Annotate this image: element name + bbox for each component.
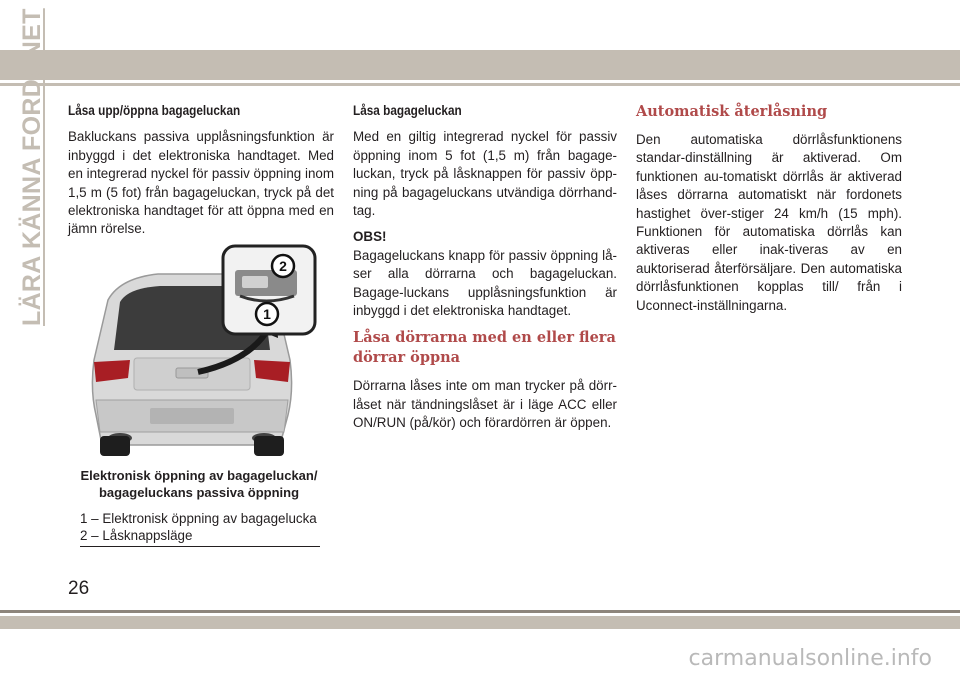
liftgate-figure	[80, 240, 318, 462]
paragraph-unlock-liftgate: Bakluckans passiva upplåsningsfunktion är inbyggd i det elektroniska handtaget. Med en integrerad nyckel för passiv öppning inom 1,5 m (5 fot) från bagageluckan, tryck på det elektroniska handtaget för att öppna med en jämn rörelse.	[68, 129, 334, 237]
callout-2: 2	[279, 258, 287, 274]
legend-item-1: 1 – Elektronisk öppning av bagagelucka	[80, 511, 317, 526]
header-band	[0, 50, 960, 80]
note-label: OBS!	[353, 229, 387, 245]
column-2	[353, 102, 617, 441]
watermark-text: carmanualsonline.info	[688, 646, 932, 671]
legend-item-2: 2 – Låsknappsläge	[80, 528, 193, 543]
figure-caption: Elektronisk öppning av bagageluckan/ bagageluckans passiva öppning	[80, 468, 318, 500]
header-rule	[0, 83, 960, 86]
heading-lock-liftgate: Låsa bagageluckan	[353, 103, 462, 118]
paragraph-lock-liftgate: Med en giltig integrerad nyckel för passiv öppning inom 5 fot (1,5 m) från bagage-luckan, tryck på låsknappen för passiv öpp-ning på bagageluckans utvändiga dörrhand-tag.	[353, 129, 617, 219]
callout-1: 1	[263, 306, 271, 322]
footer-band	[0, 616, 960, 629]
legend-rule	[80, 546, 320, 547]
footer-rule	[0, 610, 960, 613]
figure-legend	[80, 510, 318, 544]
paragraph-auto-relock: Den automatiska dörrlåsfunktionens standar-dinställning är aktiverad. Om funktionen au-tomatiskt dörrlås är aktiverad låses dörrarna automatiskt när fordonets hastighet över-stiger 24 km/h (15 mph). Funktionen för automatiska dörrlås kan aktiveras eller inak-tiveras av en auktoriserad återförsäljare. Den automatiska dörrlåsfunktionen kopplas till/ från i Uconnect-inställningarna.	[636, 132, 902, 313]
column-1	[68, 102, 334, 247]
liftgate-illustration	[80, 240, 318, 462]
heading-lock-doors-open: Låsa dörrarna med en eller flera dörrar öppna	[353, 329, 616, 367]
section-side-tab: LÄRA KÄNNA FORDONET	[18, 8, 46, 326]
column-3	[636, 102, 902, 323]
heading-auto-relock: Automatisk återlåsning	[636, 103, 828, 120]
heading-unlock-liftgate: Låsa upp/öppna bagageluckan	[68, 103, 241, 118]
note-text: Bagageluckans knapp för passiv öppning lå-ser alla dörrarna och bagageluckan. Bagage-luckans upplåsningsfunktion är inbyggd i det elektroniska handtaget.	[353, 247, 617, 319]
page-number: 26	[68, 578, 90, 599]
paragraph-lock-doors-open: Dörrarna låses inte om man trycker på dörr-låset när tändningslåset är i läge ACC eller ON/RUN (på/kör) och förardörren är öppen.	[353, 378, 617, 431]
